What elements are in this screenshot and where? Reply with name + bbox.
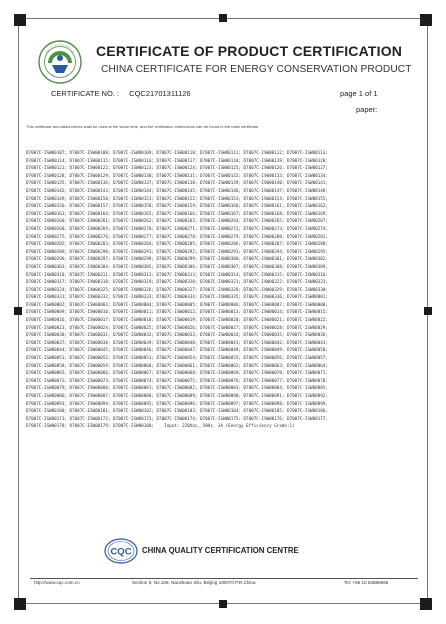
model-row: D7007C-ISW00051; D7007C-ISW00052; D7007C-ISW00053; D7007C-ISW00054; D7007C-ISW00055; D7007C-ISW00056; D7007C-ISW00057; <box>26 356 328 362</box>
document-title: CERTIFICATE OF PRODUCT CERTIFICATION <box>96 43 403 59</box>
model-row: D7007C-ISW00002; D7007C-ISW00003; D7007C-ISW00004; D7007C-ISW00005; D7007C-ISW00006; D7007C-ISW00007; D7007C-ISW00008; <box>26 302 328 308</box>
model-row: D7007C-ISW00149; D7007C-ISW00150; D7007C-ISW00151; D7007C-ISW00152; D7007C-ISW00153; D7007C-ISW00154; D7007C-ISW00155; <box>26 196 328 202</box>
footer-divider <box>30 578 418 579</box>
model-row: D7007C-ISW00009; D7007C-ISW00010; D7007C-ISW00011; D7007C-ISW00012; D7007C-ISW00013; D7007C-ISW00014; D7007C-ISW00015; <box>26 310 328 316</box>
model-row: D7007C-ISW00178; D7007C-ISW00179; D7007C-ISW00180; Input: 220Vac, 50Hz, 3A (Energy Efficiency Grade:1) <box>26 424 295 430</box>
certificate-number-value: CQC21701311126 <box>129 89 191 98</box>
model-row: D7007C-ISW00121; D7007C-ISW00122; D7007C-ISW00123; D7007C-ISW00124; D7007C-ISW00125; D7007C-ISW00126; D7007C-ISW00127; <box>26 166 328 172</box>
model-row: D7007C-IXW00303; D7007C-IXW00304; D7007C-IXW00305; D7007C-IXW00306; D7007C-IXW00307; D7007C-IXW00308; D7007C-IXW00309; <box>26 264 328 270</box>
model-row: D7007C-IXW00331; D7007C-IXW00332; D7007C-IXW00333; D7007C-IXW00334; D7007C-IXW00335; D7007C-IXW00336; D7007C-ISW00001; <box>26 295 328 301</box>
cqc-logo-text: CQC <box>110 546 132 558</box>
registration-mark-bottom <box>219 600 227 608</box>
corner-mark-top-left <box>14 14 26 26</box>
model-row: D7007C-ISW00065; D7007C-ISW00066; D7007C-ISW00067; D7007C-ISW00068; D7007C-ISW00069; D7007C-ISW00070; D7007C-ISW00071; <box>26 371 328 377</box>
registration-mark-right <box>424 307 432 315</box>
corner-mark-top-right <box>420 14 432 26</box>
model-row: D7007C-ISW00163; D7007C-ISW00164; D7007C-ISW00165; D7007C-ISW00166; D7007C-ISW00167; D7007C-ISW00168; D7007C-ISW00169; <box>26 211 328 217</box>
model-row: D7007C-ISW00086; D7007C-ISW00087; D7007C-ISW00088; D7007C-ISW00089; D7007C-ISW00090; D7007C-ISW00091; D7007C-ISW00092; <box>26 394 328 399</box>
footer-telephone: Tel: +86 10 83886666 <box>344 580 389 585</box>
model-row: D7007C-IXW00296; D7007C-IXW00297; D7007C-IXW00298; D7007C-IXW00299; D7007C-IXW00300; D7007C-IXW00301; D7007C-IXW00302; <box>26 257 328 263</box>
model-row: D7007C-ISW00044; D7007C-ISW00045; D7007C-ISW00046; D7007C-ISW00047; D7007C-ISW00048; D7007C-ISW00049; D7007C-ISW00050; <box>26 348 328 354</box>
model-row: D7007C-ISW00107; D7007C-ISW00108; D7007C-ISW00109; D7007C-ISW00110; D7007C-ISW00111; D7007C-ISW00112; D7007C-ISW00113; <box>26 151 328 156</box>
registration-mark-top <box>219 14 227 22</box>
model-row: D7007C-ISW00023; D7007C-ISW00024; D7007C-ISW00025; D7007C-ISW00026; D7007C-ISW00027; D7007C-ISW00028; D7007C-ISW00029; <box>26 325 328 331</box>
footer-website: http://www.cqc.com.cn <box>34 580 80 585</box>
model-row: D7007C-ISW00100; D7007C-ISW00101; D7007C-ISW00102; D7007C-ISW00103; D7007C-ISW00104; D7007C-ISW00105; D7007C-ISW00106; <box>26 409 328 415</box>
model-row: D7007C-ISW00142; D7007C-ISW00143; D7007C-ISW00144; D7007C-ISW00145; D7007C-ISW00146; D7007C-ISW00147; D7007C-ISW00148; <box>26 188 328 194</box>
model-row: D7007C-ISW00058; D7007C-ISW00059; D7007C-ISW00060; D7007C-ISW00061; D7007C-ISW00062; D7007C-ISW00063; D7007C-ISW00064; <box>26 363 328 369</box>
footer-address: Section 9, No.188, Nanshuan Xilu, Beijing 100070 P.R.China <box>132 580 256 585</box>
model-list <box>26 150 422 431</box>
model-row: D7007C-ISW00114; D7007C-ISW00115; D7007C-ISW00116; D7007C-ISW00117; D7007C-ISW00118; D7007C-ISW00119; D7007C-ISW00120; <box>26 158 328 164</box>
model-row: D7007C-ISW00072; D7007C-ISW00073; D7007C-ISW00074; D7007C-ISW00075; D7007C-ISW00076; D7007C-ISW00077; D7007C-ISW00078; <box>26 378 328 384</box>
usage-notice: This certificate and attachments shall be used at the same time, and the verification instructions can be found in the main certificate. <box>26 124 260 129</box>
model-row: D7007C-IXW00324; D7007C-IXW00325; D7007C-IXW00326; D7007C-IXW00327; D7007C-IXW00328; D7007C-IXW00329; D7007C-IXW00330; <box>26 287 328 293</box>
model-row: D7007C-IXW00289; D7007C-IXW00290; D7007C-IXW00291; D7007C-IXW00292; D7007C-IXW00293; D7007C-IXW00294; D7007C-IXW00295; <box>26 249 328 255</box>
model-row: D7007C-IXW00260; D7007C-IXW00261; D7007C-IXW00262; D7007C-IXW00263; D7007C-IXW00264; D7007C-IXW00265; D7007C-IXW00267; <box>26 219 328 225</box>
paper-label: paper: <box>356 105 378 114</box>
model-row: D7007C-IXW00317; D7007C-IXW00318; D7007C-IXW00319; D7007C-IXW00320; D7007C-IXW00321; D7007C-IXW00322; D7007C-IXW00323; <box>26 280 328 286</box>
model-row: D7007C-ISW00156; D7007C-ISW00157; D7007C-ISW00158; D7007C-ISW00159; D7007C-ISW00160; D7007C-ISW00161; D7007C-ISW00162; <box>26 204 328 210</box>
model-row: D7007C-ISW00171; D7007C-ISW00172; D7007C-ISW00173; D7007C-ISW00174; D7007C-ISW00175; D7007C-ISW00176; D7007C-ISW00177; <box>26 416 328 422</box>
registration-mark-left <box>14 307 22 315</box>
model-row: D7007C-ISW00037; D7007C-ISW00038; D7007C-ISW00039; D7007C-ISW00040; D7007C-ISW00041; D7007C-ISW00042; D7007C-ISW00043; <box>26 340 328 346</box>
model-row: D7007C-IXW00282; D7007C-IXW00283; D7007C-IXW00284; D7007C-IXW00285; D7007C-IXW00286; D7007C-IXW00287; D7007C-IXW00288; <box>26 242 328 248</box>
model-row: D7007C-IXW00268; D7007C-IXW00269; D7007C-IXW00270; D7007C-IXW00271; D7007C-IXW00272; D7007C-IXW00273; D7007C-IXW00274; <box>26 226 328 232</box>
document-subtitle: CHINA CERTIFICATE FOR ENERGY CONSERVATION PRODUCT <box>101 64 412 75</box>
model-row: D7007C-ISW00030; D7007C-ISW00031; D7007C-ISW00032; D7007C-ISW00033; D7007C-ISW00034; D7007C-ISW00035; D7007C-ISW00036; <box>26 333 328 339</box>
model-row: D7007C-ISW00093; D7007C-ISW00094; D7007C-ISW00095; D7007C-ISW00096; D7007C-ISW00097; D7007C-ISW00098; D7007C-ISW00099; <box>26 401 328 407</box>
model-row: D7007C-ISW00128; D7007C-ISW00129; D7007C-ISW00130; D7007C-ISW00131; D7007C-ISW00132; D7007C-ISW00133; D7007C-ISW00134; <box>26 173 328 179</box>
energy-conservation-seal-icon <box>38 40 82 84</box>
model-row: D7007C-IXW00275; D7007C-IXW00276; D7007C-IXW00277; D7007C-IXW00278; D7007C-IXW00279; D7007C-IXW00280; D7007C-IXW00281; <box>26 234 328 240</box>
certificate-number-row <box>51 89 191 98</box>
model-row: D7007C-IXW00310; D7007C-IXW00311; D7007C-IXW00312; D7007C-IXW00313; D7007C-IXW00314; D7007C-IXW00315; D7007C-IXW00316; <box>26 272 328 278</box>
model-row: D7007C-ISW00079; D7007C-ISW00080; D7007C-ISW00081; D7007C-ISW00082; D7007C-ISW00083; D7007C-ISW00084; D7007C-ISW00085; <box>26 386 328 392</box>
model-row: D7007C-ISW00135; D7007C-ISW00136; D7007C-ISW00137; D7007C-ISW00138; D7007C-ISW00139; D7007C-ISW00140; D7007C-ISW00141; <box>26 181 328 187</box>
model-row: D7007C-ISW00016; D7007C-ISW00017; D7007C-ISW00018; D7007C-ISW00019; D7007C-ISW00020; D7007C-ISW00021; D7007C-ISW00022; <box>26 318 328 324</box>
corner-mark-bottom-left <box>14 598 26 610</box>
organization-name: CHINA QUALITY CERTIFICATION CENTRE <box>142 546 299 555</box>
certificate-number-label: CERTIFICATE NO. : <box>51 89 120 98</box>
page-number: page 1 of 1 <box>340 89 378 98</box>
corner-mark-bottom-right <box>420 598 432 610</box>
cqc-logo-icon <box>104 538 138 564</box>
